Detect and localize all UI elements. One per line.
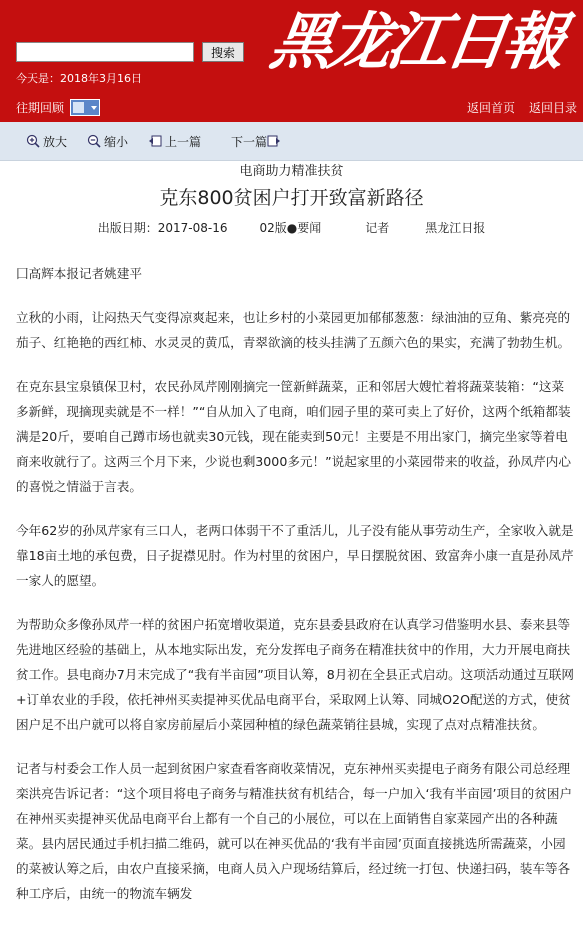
zoom-in-label: 放大: [43, 134, 68, 149]
article-paragraph: 为帮助众多像孙凤芹一样的贫困户拓宽增收渠道，克东县委县政府在认真学习借鉴明水县、泰来县等先进地区经验的基础上，从本地实际出发，充分发挥电子商务在精准扶贫中的作用，大力开展电商扶贫工作。县电商办7月末完成了“我有半亩园”项目认筹，8月初在全县正式启动。这项活动通过互联网+订单农业的手段，依托神州买卖提神买优品电商平台，采取网上认筹、同城O2O配送的方式，使贫困户足不出户就可以将自家房前屋后小菜园种植的绿色蔬菜销往县城，实现了点对点精准扶贫。: [16, 617, 575, 732]
article-paragraph: 记者与村委会工作人员一起到贫困户家查看客商收菜情况，克东神州买卖提电子商务有限公司总经理栾洪亮告诉记者：“这个项目将电子商务与精准扶贫有机结合，每一户加入‘我有半亩园’项目的贫困户在神州买卖提神买优品电商平台上都有一个自己的小展位，可以在上面销售自家菜园产出的各种蔬菜。县内居民通过手机扫描二维码，就可以在神买优品的‘我有半亩园’页面直接挑选所需蔬菜，小园的菜被认筹之后，由农户直接采摘，电商人员入户现场结算后，经过统一打包、快递扫码，装车等各种工序后，由统一的物流车辆发: [16, 761, 573, 901]
calendar-icon: [73, 102, 84, 113]
article-byline: 囗高辉本报记者姚建平: [16, 266, 142, 281]
article-body: [0, 261, 583, 906]
prev-article-label: 上一篇: [165, 134, 202, 149]
today-date: 今天是：2018年3月16日: [16, 72, 142, 85]
search-bar: [16, 42, 244, 62]
next-article-label: 下一篇: [231, 134, 268, 149]
article-kicker: 电商助力精准扶贫: [239, 164, 344, 179]
zoom-out-button[interactable]: [87, 133, 128, 150]
past-issues: [16, 99, 100, 116]
back-home-link[interactable]: 返回首页: [466, 101, 515, 115]
past-issues-label: 往期回顾: [16, 101, 65, 115]
reporter-label: 记者: [365, 221, 390, 235]
next-icon: [267, 134, 281, 148]
next-article-button[interactable]: [231, 133, 284, 150]
previous-icon: [148, 134, 162, 148]
zoom-out-label: 缩小: [104, 134, 129, 149]
article-title: 克东800贫困户打开致富新路径: [159, 187, 424, 209]
source-name: 黑龙江日报: [425, 221, 486, 235]
header-nav: [467, 99, 577, 116]
publish-date: 出版日期：2017-08-16: [97, 221, 228, 235]
search-input[interactable]: [16, 42, 194, 62]
back-index-link[interactable]: 返回目录: [528, 101, 577, 115]
article-toolbar: [0, 122, 583, 161]
article-paragraph: 在克东县宝泉镇保卫村，农民孙凤芹刚刚摘完一筐新鲜蔬菜，正和邻居大嫂忙着将蔬菜装箱：“这菜多新鲜，现摘现卖就是不一样！”“自从加入了电商，咱们园子里的菜可卖上了好价，这两个纸箱都装满是20斤，要咱自己蹲市场也就卖30元钱，现在能卖到50元！主要是不用出家门，摘完坐家等着电商来收就行了。这两三个月下来，少说也剩3000多元！”说起家里的小菜园带来的收益，孙凤芹内心的喜悦之情溢于言表。: [16, 379, 571, 494]
article-paragraph: 立秋的小雨，让闷热天气变得凉爽起来，也让乡村的小菜园更加郁郁葱葱：绿油油的豆角、紫亮亮的茄子、红艳艳的西红柿、水灵灵的黄瓜，青翠欲滴的枝头挂满了五颜六色的果实，充满了勃勃生机。: [16, 310, 571, 350]
newspaper-logo: 黑龙江日報: [265, 5, 567, 78]
zoom-in-button[interactable]: [26, 133, 67, 150]
page-section: 02版●要闻: [259, 221, 322, 235]
zoom-in-icon: [26, 134, 40, 148]
prev-article-button[interactable]: [148, 133, 201, 150]
article-meta: [0, 219, 583, 237]
past-issues-dropdown[interactable]: [70, 99, 100, 116]
zoom-out-icon: [87, 134, 101, 148]
search-button[interactable]: 搜索: [202, 42, 244, 62]
site-header: [0, 0, 583, 122]
chevron-down-icon: [91, 106, 97, 110]
article-paragraph: 今年62岁的孙凤芹家有三口人，老两口体弱干不了重活儿，儿子没有能从事劳动生产，全家收入就是靠18亩土地的承包费，日子捉襟见肘。作为村里的贫困户，早日摆脱贫困、致富奔小康一直是孙凤芹一家人的愿望。: [16, 523, 574, 588]
